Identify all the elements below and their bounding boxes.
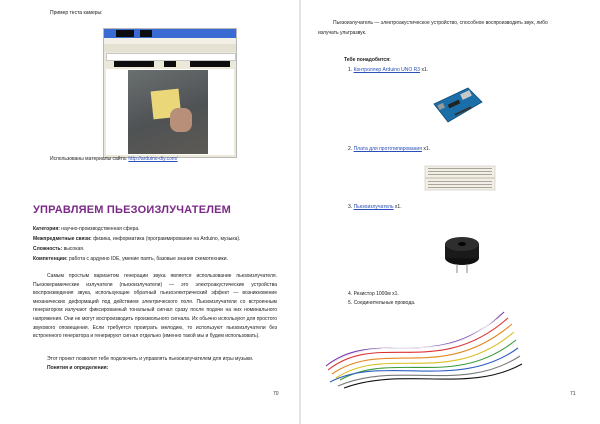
redaction-block xyxy=(116,30,134,37)
item-link[interactable]: Контроллер Arduino UNO R3 xyxy=(353,67,421,73)
intro-line-1: Пьезоизлучатель — электроакустическое устройство, способное воспроизводить звук, либо xyxy=(333,20,548,26)
section-heading: УПРАВЛЯЕМ ПЬЕЗОИЗЛУЧАТЕЛЕМ xyxy=(33,204,232,216)
item-3 xyxy=(348,204,402,211)
camera-test-screenshot xyxy=(103,28,237,158)
meta-value: научно-производственная сфера. xyxy=(59,226,140,232)
meta-value: высокая. xyxy=(62,246,85,252)
meta-links xyxy=(33,236,240,243)
item-1 xyxy=(348,67,428,74)
arduino-board-image xyxy=(428,84,486,126)
item-suffix: Соединительные провода. xyxy=(353,300,416,306)
window-toolbar xyxy=(104,44,236,52)
materials-prefix: Использованы материалы сайта: xyxy=(50,156,129,162)
item-link[interactable]: Пьезоизлучатель xyxy=(353,204,394,210)
page-number-right: 71 xyxy=(570,391,576,397)
body-paragraph xyxy=(33,272,277,341)
camera-video-frame xyxy=(128,70,208,154)
meta-difficulty xyxy=(33,246,84,253)
redaction-block xyxy=(190,61,230,67)
item-4 xyxy=(348,291,399,298)
materials-link[interactable]: http://arduino-diy.com/ xyxy=(128,156,178,162)
need-heading: Тебе понадобится: xyxy=(344,57,391,63)
redaction-block xyxy=(164,61,176,67)
page-number-left: 70 xyxy=(273,391,279,397)
intro-line-2: излучать ультразвук. xyxy=(318,30,367,36)
materials-credit xyxy=(50,156,178,163)
item-number: 5. xyxy=(348,300,353,306)
item-number: 4. xyxy=(348,291,353,297)
item-number: 1. xyxy=(348,67,353,73)
item-5 xyxy=(348,300,415,307)
meta-label: Компетенции: xyxy=(33,256,68,262)
redaction-block xyxy=(140,30,152,37)
item-suffix: x1. xyxy=(393,204,402,210)
concepts-heading: Понятия и определения: xyxy=(47,365,109,371)
meta-value: работа с ардуино IDE, умение паять, базовые знания схемотехники. xyxy=(67,256,228,262)
item-number: 2. xyxy=(348,146,353,152)
meta-category xyxy=(33,226,140,233)
item-suffix: x1. xyxy=(420,67,429,73)
meta-label: Категория: xyxy=(33,226,60,232)
item-link[interactable]: Плата для прототипирования xyxy=(353,146,422,152)
meta-label: Межпредметные связи: xyxy=(33,236,92,242)
jumper-wires-image xyxy=(318,310,526,394)
item-suffix: x1. xyxy=(421,146,430,152)
breadboard-image xyxy=(424,165,496,191)
item-suffix: Резистор 1000м x1. xyxy=(353,291,399,297)
item-2 xyxy=(348,146,430,153)
camera-test-label: Пример теста камеры: xyxy=(50,10,103,16)
address-bar xyxy=(106,53,236,61)
meta-value: физика, информатика (программирование на Arduino, музыка). xyxy=(91,236,241,242)
item-number: 3. xyxy=(348,204,353,210)
meta-label: Сложность: xyxy=(33,246,63,252)
closing-line: Этот проект позволит тебе подключить и управлять пьезоизлучателем для игры музыки. xyxy=(47,356,254,362)
redaction-block xyxy=(114,61,154,67)
body-paragraph-text: Самым простым вариантом генерации звука является использование пьезоизлучателя. Пьезокерамические излучатели (пьезоизлучатели) — это электроакустические устройства воспроизведения звука, использующие обратный пьезоэлектрический эффект — возникновение механических деформаций под действием электрического поля. Пьезоизлучатели со встроенным генератором излучают фиксированный тональный сигнал сразу после подачи на них номинального напряжения. Они не могут воспроизводить произвольного сигнала. Их обычно используют для простого звукового оповещения. Если требуется проиграть мелодию, то используют пьезоизлучатели без встроенного генератора и генерируют сигнал отдельно (именно такой мы и будем использовать). xyxy=(33,273,277,340)
piezo-buzzer-image xyxy=(440,228,484,274)
meta-competencies xyxy=(33,256,228,263)
hand xyxy=(170,108,192,132)
